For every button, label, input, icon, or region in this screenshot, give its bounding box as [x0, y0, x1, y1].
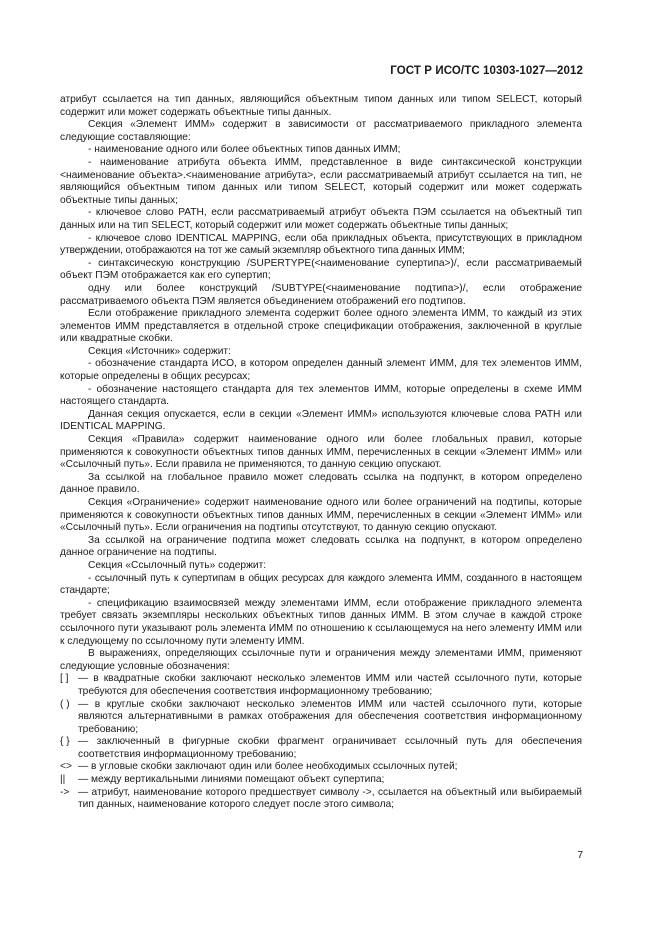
paragraph: За ссылкой на ограничение подтипа может следовать ссылка на подпункт, в котором определено данное ограничение на подтипы.	[60, 534, 582, 559]
legend-item	[60, 673, 582, 698]
legend-text: — в угловые скобки заключают один или более необходимых ссылочных путей;	[78, 761, 458, 773]
paragraph: За ссылкой на глобальное правило может следовать ссылка на подпункт, в котором определено данное правило.	[60, 471, 582, 496]
paragraph: - обозначение настоящего стандарта для тех элементов ИММ, которые определены в схеме ИММ настоящего стандарта.	[60, 383, 582, 408]
legend-text: — между вертикальными линиями помещают объект супертипа;	[78, 774, 385, 786]
legend-symbol: ( )	[60, 698, 70, 710]
legend-text: — атрибут, наименование которого предшествует символу ->, ссылается на объектный или выбираемый тип данных, наименование которого следует после этого символа;	[78, 786, 582, 811]
document-body	[60, 94, 582, 812]
paragraph: Данная секция опускается, если в секции «Элемент ИММ» используются ключевые слова PATH или IDENTICAL MAPPING.	[60, 408, 582, 433]
notation-legend	[60, 673, 582, 812]
legend-item	[60, 699, 582, 737]
document-header: ГОСТ Р ИСО/ТС 10303-1027—2012	[390, 65, 583, 77]
paragraph: Секция «Элемент ИММ» содержит в зависимости от рассматриваемого прикладного элемента следующие составляющие:	[60, 119, 582, 143]
legend-item	[60, 774, 582, 787]
legend-text: — в круглые скобки заключают несколько элементов ИММ или частей ссылочного пути, которые являются альтернативными в рамках отображения для обеспечения соответствия информационному требованию;	[78, 698, 582, 735]
paragraph: Секция «Ссылочный путь» содержит:	[88, 559, 267, 571]
paragraph: - ключевое слово PATH, если рассматриваемый атрибут объекта ПЭМ ссылается на объектный тип данных или на тип SELECT, который содержит или может содержать объектные типы данных;	[60, 207, 582, 231]
paragraph: - ссылочный путь к супертипам в общих ресурсах для каждого элемента ИММ, созданного в настоящем стандарте;	[60, 572, 582, 597]
paragraph: Секция «Источник» содержит:	[88, 345, 231, 357]
paragraph: - ключевое слово IDENTICAL MAPPING, если оба прикладных объекта, присутствующих в прикладном утверждении, отображаются на тот же самый экземпляр объектного типа данных ИММ;	[60, 232, 582, 257]
legend-item	[60, 761, 582, 774]
legend-text: — заключенный в фигурные скобки фрагмент ограничивает ссылочный путь для обеспечения соответствия информационному требованию;	[78, 736, 582, 760]
page-number: 7	[577, 850, 583, 861]
paragraph: - наименование одного или более объектных типов данных ИММ;	[88, 144, 401, 156]
legend-symbol: [ ]	[60, 673, 69, 685]
paragraph: Если отображение прикладного элемента содержит более одного элемента ИММ, то каждый из этих элементов ИММ представляется в отдельной строке спецификации отображения, заключенной в круглые или квадратные скобки.	[60, 308, 582, 345]
paragraph: - спецификацию взаимосвязей между элементами ИММ, если отображение прикладного элемента требует связать экземпляры нескольких объектных типов данных ИММ. В этом случае в каждой строке ссылочного пути указывают роль элемента ИММ по отношению к ссылающемуся на него элементу ИММ или к следующему по ссылочному пути элементу ИММ.	[60, 597, 582, 647]
legend-symbol: <>	[60, 761, 72, 773]
legend-symbol: { }	[60, 736, 70, 748]
paragraph: атрибут ссылается на тип данных, являющийся объектным типом данных или типом SELECT, который содержит или может содержать объектные типы данных.	[60, 94, 582, 118]
paragraph: - синтаксическую конструкцию /SUPERTYPE(<наименование супертипа>)/, если рассматриваемый объект ПЭМ отображается как его супертип;	[60, 257, 582, 282]
paragraph: - обозначение стандарта ИСО, в котором определен данный элемент ИММ, для тех элементов ИММ, которые определены в общих ресурсах;	[60, 358, 582, 383]
legend-item	[60, 736, 582, 761]
legend-symbol: ->	[60, 786, 70, 798]
paragraph: одну или более конструкций /SUBTYPE(<наименование подтипа>)/, если отображение рассматриваемого объекта ПЭМ является объединением отображений его подтипов.	[60, 282, 582, 307]
paragraph: Секция «Ограничение» содержит наименование одного или более ограничений на подтипы, которые применяются к совокупности объектных типов данных ИММ, перечисленных в секции «Элемент ИММ» или «Ссылочный путь». Если ограничения на подтипы отсутствуют, то данную секцию опускают.	[60, 497, 582, 534]
legend-symbol: ||	[60, 774, 66, 786]
paragraph: В выражениях, определяющих ссылочные пути и ограничения между элементами ИММ, применяют следующие условные обозначения:	[60, 648, 582, 672]
legend-item	[60, 787, 582, 812]
paragraph: Секция «Правила» содержит наименование одного или более глобальных правил, которые применяются к совокупности объектных типов данных ИММ, перечисленных в секции «Элемент ИММ» или «Ссылочный путь». Если правила не применяются, то данную секцию опускают.	[60, 434, 582, 471]
paragraph: - наименование атрибута объекта ИММ, представленное в виде синтаксической конструкции <наименование объекта>.<наименование атрибута>, если рассматриваемый атрибут ссылается на тип, не являющийся объектным типом данных или типом SELECT, который содержит или может содержать объектные типы данных;	[60, 156, 582, 206]
legend-text: — в квадратные скобки заключают несколько элементов ИММ или частей ссылочного пути, которые требуются для обеспечения соответствия информационному требованию;	[78, 673, 582, 697]
